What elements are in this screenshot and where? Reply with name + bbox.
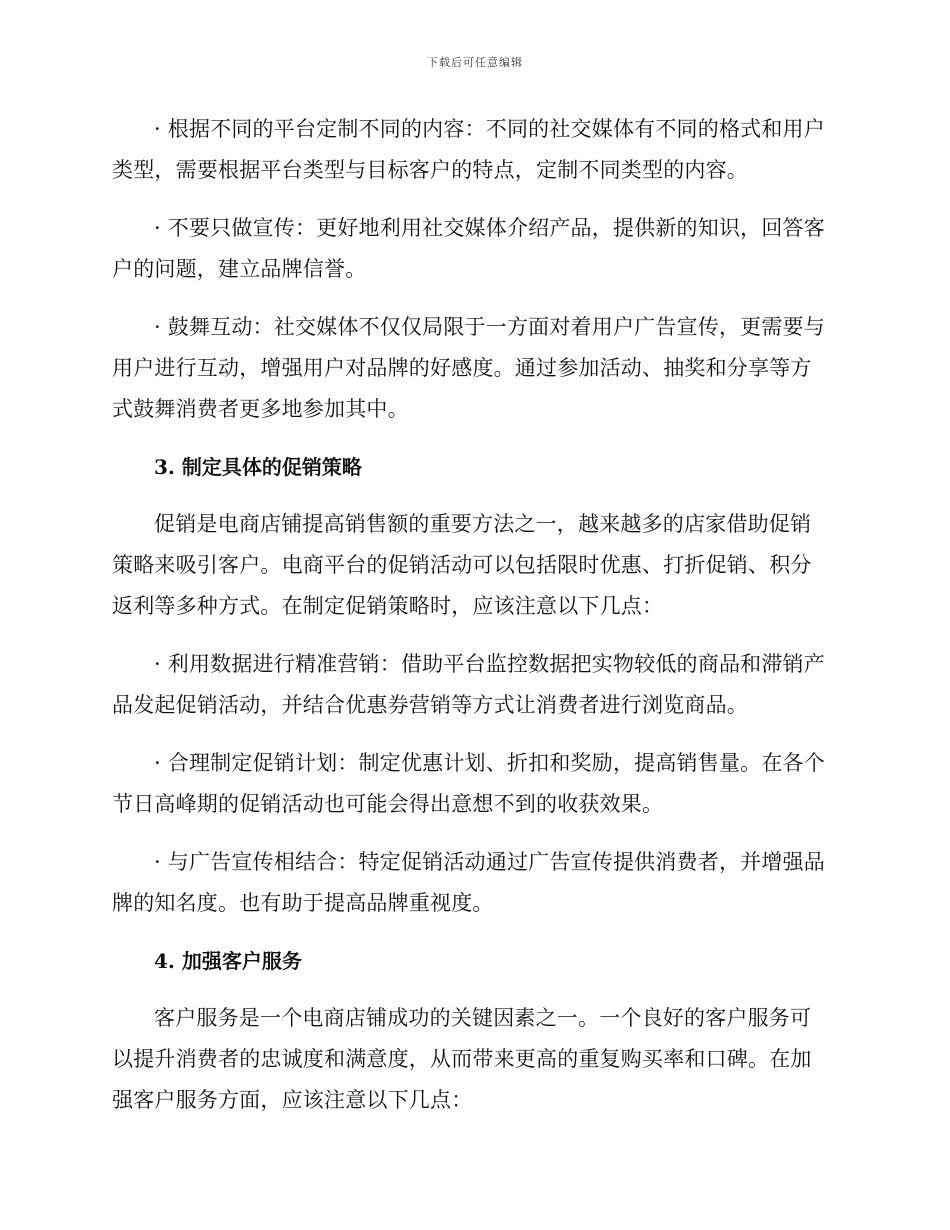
page-header: 下载后可任意编辑 [427, 56, 523, 69]
paragraph-promotion-intro: 促销是电商店铺提高销售额的重要方法之一，越来越多的店家借助促销策略来吸引客户。电商平台的促销活动可以包括限时优惠、打折促销、积分返利等多种方式。在制定促销策略时，应该注意以下几点： [112, 512, 812, 618]
bullet-paragraph-not-only-promotion: · 不要只做宣传：更好地利用社交媒体介绍产品，提供新的知识，回答客户的问题，建立品牌信誉。 [112, 216, 825, 281]
bullet-paragraph-advertising: · 与广告宣传相结合：特定促销活动通过广告宣传提供消费者，并增强品牌的知名度。也有助于提高品牌重视度。 [112, 850, 825, 915]
paragraph-customer-service-intro: 客户服务是一个电商店铺成功的关键因素之一。一个良好的客户服务可以提升消费者的忠诚度和满意度，从而带来更高的重复购买率和口碑。在加强客户服务方面，应该注意以下几点： [112, 1006, 812, 1112]
bullet-paragraph-promotion-plan: · 合理制定促销计划：制定优惠计划、折扣和奖励，提高销售量。在各个节日高峰期的促销活动也可能会得出意想不到的收获效果。 [112, 751, 825, 816]
bullet-paragraph-platform-content: · 根据不同的平台定制不同的内容：不同的社交媒体有不同的格式和用户类型，需要根据平台类型与目标客户的特点，定制不同类型的内容。 [112, 117, 825, 182]
document-body [112, 109, 832, 1138]
bullet-paragraph-encourage-interaction: · 鼓舞互动：社交媒体不仅仅局限于一方面对着用户广告宣传，更需要与用户进行互动，增强用户对品牌的好感度。通过参加活动、抽奖和分享等方式鼓舞消费者更多地参加其中。 [112, 315, 825, 421]
bullet-paragraph-data-marketing: · 利用数据进行精准营销：借助平台监控数据把实物较低的商品和滞销产品发起促销活动，并结合优惠券营销等方式让消费者进行浏览商品。 [112, 652, 825, 717]
section-heading-promotion-strategy: 3. 制定具体的促销策略 [154, 455, 362, 479]
section-heading-customer-service: 4. 加强客户服务 [154, 949, 302, 973]
